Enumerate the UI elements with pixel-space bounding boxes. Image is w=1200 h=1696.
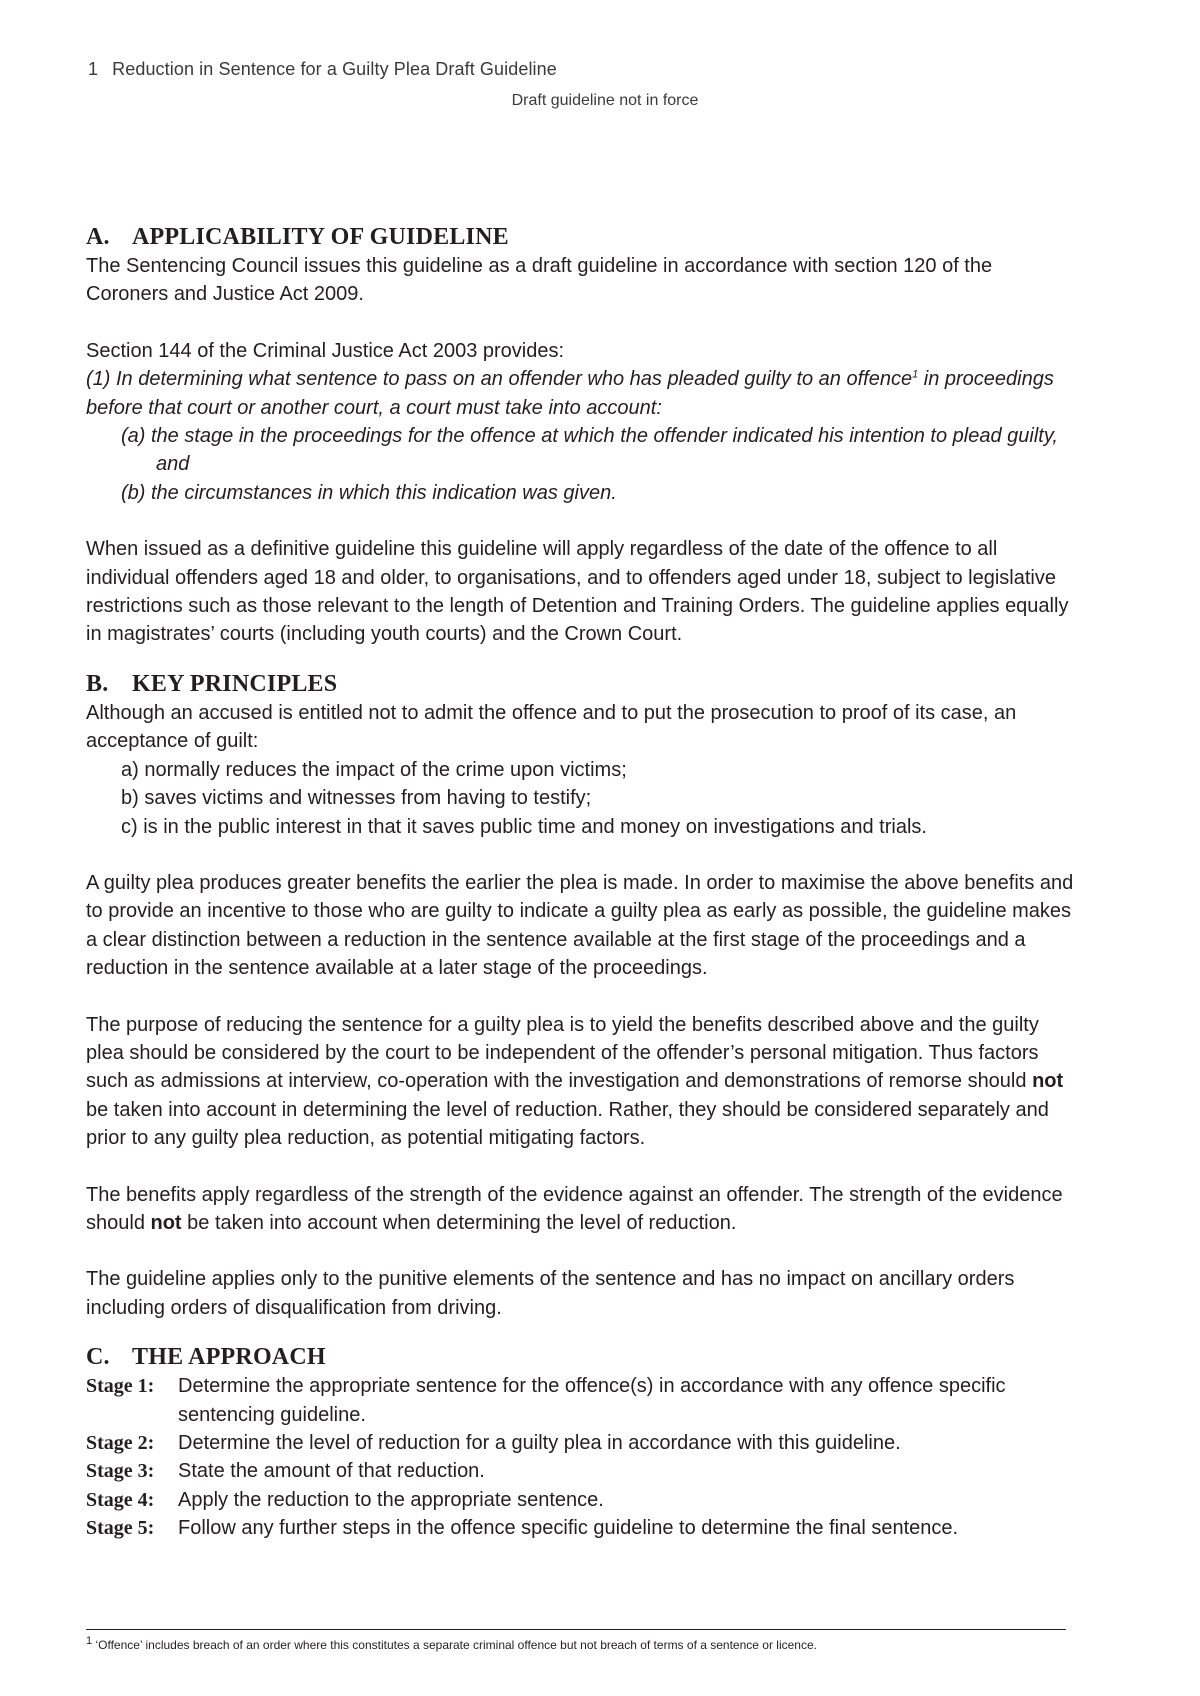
stage-1	[86, 1372, 1076, 1429]
stage-text: Determine the appropriate sentence for the offence(s) in accordance with any offence specific sentencing guideline.	[178, 1375, 1006, 1426]
section-a-title: APPLICABILITY OF GUIDELINE	[132, 224, 509, 250]
section-a-letter: A.	[86, 224, 110, 250]
section-b-heading	[86, 669, 1076, 699]
draft-notice-text: Draft guideline not in force	[511, 92, 699, 109]
emphasis-not: not	[150, 1211, 182, 1234]
section-a-paragraph-1: The Sentencing Council issues this guideline as a draft guideline in accordance with section 120 of the Coroners and Justice Act 2009.	[86, 255, 993, 306]
section-a-paragraph-2-intro: Section 144 of the Criminal Justice Act 2003 provides:	[86, 339, 565, 362]
statute-quote-1: (1) In determining what sentence to pass on an offender who has pleaded guilty to an offence$^1$ in proceedings before that court or another court, a court must take into account:	[86, 368, 1054, 419]
section-c-title: THE APPROACH	[132, 1344, 326, 1371]
page-number: 1	[88, 59, 99, 79]
section-b-paragraph-5: The guideline applies only to the punitive elements of the sentence and has no impact on ancillary orders including orders of disqualification from driving.	[86, 1268, 1015, 1319]
section-b-title: KEY PRINCIPLES	[132, 670, 338, 697]
emphasis-not: not	[1032, 1070, 1064, 1093]
stage-3	[86, 1457, 1076, 1485]
section-a-paragraph-3: When issued as a definitive guideline this guideline will apply regardless of the date of the offence to all individual offenders aged 18 and older, to organisations, and to offenders aged under 18, subject to legislative restrictions such as those relevant to the length of Detention and Training Orders. The guideline applies equally in magistrates’ courts (including youth courts) and the Crown Court.	[86, 538, 1069, 646]
footnote-text: ‘Offence’ includes breach of an order where this constitutes a separate criminal offence but not breach of terms of a sentence or licence.	[92, 1638, 817, 1652]
section-c-letter: C.	[86, 1344, 110, 1371]
footnote-divider	[86, 1629, 1066, 1630]
list-item: a) normally reduces the impact of the crime upon victims;	[121, 758, 627, 781]
section-b-paragraph-4: The benefits apply regardless of the strength of the evidence against an offender. The strength of the evidence should not be taken into account when determining the level of reduction.	[86, 1183, 1063, 1234]
list-item: c) is in the public interest in that it saves public time and money on investigations and trials.	[121, 815, 927, 838]
stage-label: Stage 5:	[86, 1517, 155, 1540]
stage-text: Apply the reduction to the appropriate sentence.	[178, 1488, 604, 1511]
stage-5	[86, 1514, 1076, 1542]
section-b-letter: B.	[86, 670, 109, 697]
document-title: Reduction in Sentence for a Guilty Plea Draft Guideline	[112, 59, 557, 79]
stage-text: Determine the level of reduction for a guilty plea in accordance with this guideline.	[178, 1432, 901, 1454]
footnote-marker: 1	[86, 1635, 93, 1647]
stage-label: Stage 1:	[86, 1375, 155, 1398]
stage-text: Follow any further steps in the offence specific guideline to determine the final sentence.	[178, 1517, 959, 1540]
footnote	[86, 1635, 817, 1652]
section-c-heading	[86, 1342, 1076, 1372]
running-header	[88, 59, 557, 80]
stage-label: Stage 3:	[86, 1460, 155, 1483]
statute-quote-a: (a) the stage in the proceedings for the offence at which the offender indicated his intention to plead guilty, and	[121, 425, 1058, 476]
statute-quote-b: (b) the circumstances in which this indication was given.	[121, 481, 617, 504]
draft-notice	[0, 92, 1200, 110]
stage-2	[86, 1429, 1076, 1457]
section-b-paragraph-2: A guilty plea produces greater benefits the earlier the plea is made. In order to maximise the above benefits and to provide an incentive to those who are guilty to indicate a guilty plea as early as possible, the guideline makes a clear distinction between a reduction in the sentence available at the first stage of the proceedings and a reduction in the sentence available at a later stage of the proceedings.	[86, 871, 1074, 980]
list-item: b) saves victims and witnesses from having to testify;	[121, 787, 592, 810]
section-a-heading	[86, 222, 1076, 252]
main-content	[86, 222, 1076, 1543]
stage-label: Stage 4:	[86, 1488, 155, 1511]
stage-label: Stage 2:	[86, 1432, 155, 1454]
stage-text: State the amount of that reduction.	[178, 1460, 485, 1483]
stage-4	[86, 1486, 1076, 1514]
section-b-paragraph-1: Although an accused is entitled not to admit the offence and to put the prosecution to proof of its case, an acceptance of guilt:	[86, 701, 1017, 753]
section-b-paragraph-3: The purpose of reducing the sentence for a guilty plea is to yield the benefits described above and the guilty plea should be considered by the court to be independent of the offender’s personal mitigation. Thus factors such as admissions at interview, co-operation with the investigation and demonstrations of remorse should not be taken into account in determining the level of reduction. Rather, they should be considered separately and prior to any guilty plea reduction, as potential mitigating factors.	[86, 1013, 1064, 1150]
footnote-ref: 1	[912, 368, 919, 381]
